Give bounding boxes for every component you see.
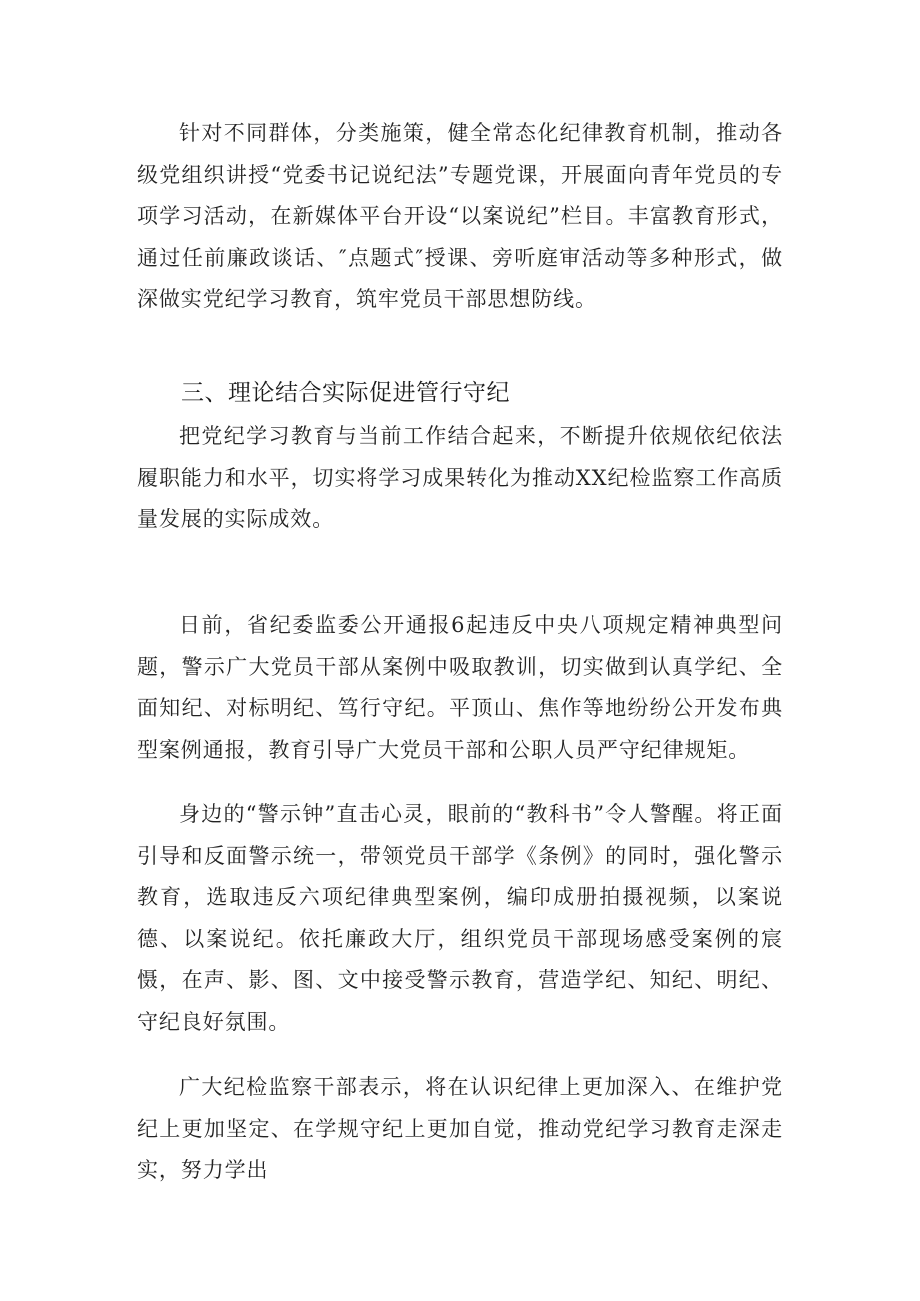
body-paragraph: 广大纪检监察干部表示，将在认识纪律上更加深入、在维护党纪上更加坚定、在学规守纪上更加自觉，推动党纪学习教育走深走实，努力学出 (137, 1075, 783, 1182)
section-heading: 三、理论结合实际促进管行守纪 (181, 380, 510, 406)
body-paragraph: 针对不同群体，分类施策，健全常态化纪律教育机制，推动各级党组织讲授“党委书记说纪法”专题党课，开展面向青年党员的专项学习活动，在新媒体平台开设“以案说纪”栏目。丰富教育形式，通过任前廉政谈话、″点题式″授课、旁听庭审活动等多种形式，做深做实党纪学习教育，筑牢党员干部思想防线。 (137, 121, 783, 311)
body-paragraph: 身边的“警示钟”直击心灵，眼前的“教科书”令人警醒。将正面引导和反面警示统一，带领党员干部学《条例》的同时，强化警示教育，选取违反六项纪律典型案例，编印成册拍摄视频，以案说德、以案说纪。依托廉政大厅，组织党员干部现场感受案例的宸慑，在声、影、图、文中接受警示教育，营造学纪、知纪、明纪、守纪良好氛围。 (137, 802, 783, 1034)
body-paragraph: 把党纪学习教育与当前工作结合起来，不断提升依规依纪依法履职能力和水平，切实将学习成果转化为推动XX纪检监察工作高质量发展的实际成效。 (137, 424, 783, 531)
body-paragraph: 日前，省纪委监委公开通报6起违反中央八项规定精神典型问题，警示广大党员干部从案例中吸取教训，切实做到认真学纪、全面知纪、对标明纪、笃行守纪。平顶山、焦作等地纷纷公开发布典型案例通报，教育引导广大党员干部和公职人员严守纪律规矩。 (137, 613, 783, 762)
